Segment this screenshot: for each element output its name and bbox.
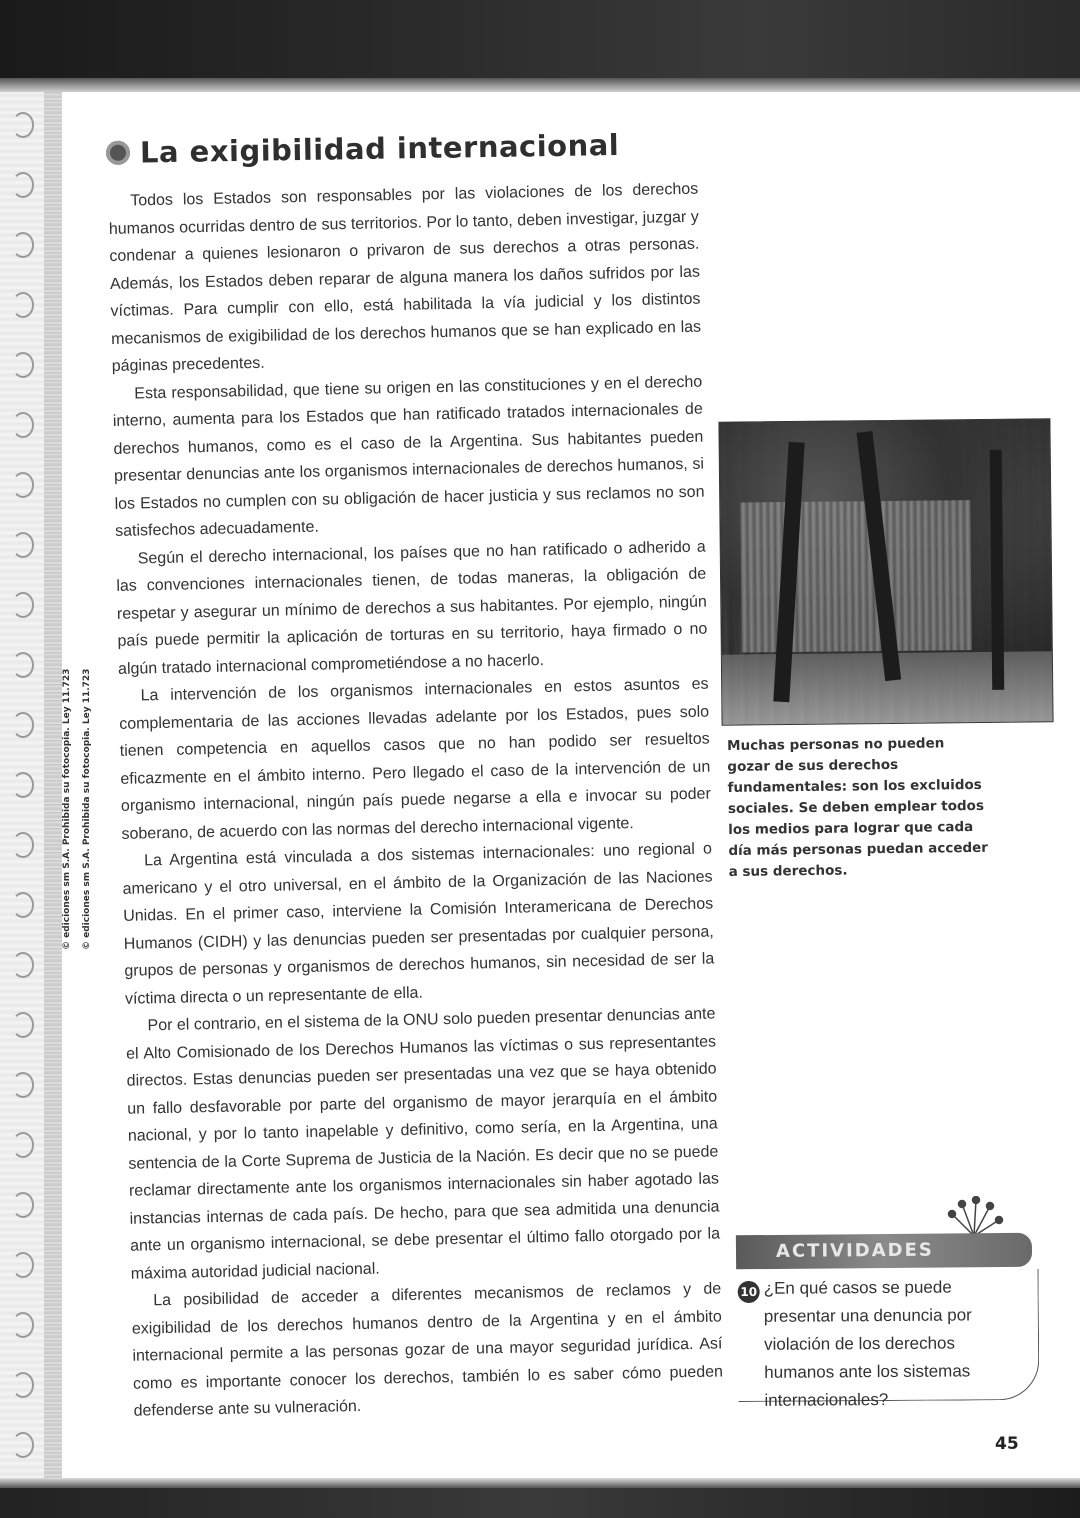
binding-ring	[12, 352, 34, 378]
binding-ring	[12, 292, 34, 318]
page-title: La exigibilidad internacional	[139, 127, 620, 170]
binding-ring	[12, 1192, 34, 1218]
binding-ring	[12, 832, 34, 858]
binding-ring	[12, 1432, 34, 1458]
paragraph: Según el derecho internacional, los países que no han ratificado o adherido a las convenciones internacionales tienen, de todas maneras, la obligación de respetar y asegurar un mínimo de derechos a sus habitantes. Por ejemplo, ningún país puede permitir la aplicación de torturas en su territorio, haya firmado o no algún tratado internacional comprometiéndose a no hacerlo.	[116, 538, 708, 678]
binding-ring	[12, 772, 34, 798]
binding-ring	[12, 532, 34, 558]
binding-ring	[12, 1312, 34, 1338]
binding-ring	[12, 652, 34, 678]
photo-house	[740, 500, 972, 652]
binding-ring	[12, 1012, 34, 1038]
photo-tree	[990, 450, 1005, 690]
binding-ring	[12, 1252, 34, 1278]
binding-ring	[12, 412, 34, 438]
binding-ring	[12, 952, 34, 978]
binding-ring	[12, 712, 34, 738]
bottom-scan-band	[0, 1478, 1080, 1518]
binding-ring	[12, 1072, 34, 1098]
binding-ring	[12, 172, 34, 198]
binding-ring	[12, 472, 34, 498]
activity-number: 10	[738, 1281, 760, 1303]
copyright-notice: © ediciones sm S.A. Prohibida su fotocopia. Ley 11.723	[82, 668, 92, 950]
photo-caption: Muchas personas no pueden gozar de sus derechos fundamentales: son los excluidos sociales. Se deben emplear todos los medios para lograr que cada día más personas puedan acceder a sus derechos.	[727, 735, 989, 880]
activity-box	[738, 1269, 1040, 1410]
copyright-notice: © ediciones sm S.A. Prohibida su fotocopia. Ley 11.723	[62, 668, 72, 950]
paragraph: Por el contrario, en el sistema de la ONU solo pueden presentar denuncias ante el Alto Comisionado de los Derechos Humanos las víctimas o sus representantes directos. Estas denuncias pueden ser presentadas una vez que se haya obtenido un fallo desfavorable por parte del organismo de mayor jerarquía en el ámbito nacional, y por lo tanto inapelable y definitivo, como sería, en la Argentina, una sentencia de la Corte Suprema de Justicia de la Nación. Es decir que no se puede reclamar directamente ante los organismos internacionales sin haber agotado las instancias internas de cada país. De hecho, para que sea admitida una denuncia ante un organismo internacional, se debe presentar el último fallo otorgado por la máxima autoridad judicial nacional.	[125, 1005, 721, 1283]
article-body	[108, 176, 724, 1426]
binding-ring	[12, 892, 34, 918]
top-scan-band	[0, 0, 1080, 92]
page-number: 45	[995, 1434, 1019, 1454]
paragraph: La posibilidad de acceder a diferentes mecanismos de reclamos y de exigibilidad de los derechos humanos dentro de la Argentina y en el ámbito internacional permite a las personas gozar de una mayor seguridad jurídica. Así como es importante conocer los derechos, también lo es saber cómo pueden defenderse ante su vulneración.	[131, 1280, 724, 1420]
binding-margin	[0, 92, 62, 1478]
activity-question: ¿En qué casos se puede presentar una denuncia por violación de los derechos humanos ante los sistemas internacionales?	[763, 1277, 972, 1410]
binding-ring	[12, 112, 34, 138]
activities-header-label: ACTIVIDADES	[775, 1239, 934, 1262]
binding-ring	[12, 592, 34, 618]
activities-header	[736, 1233, 1032, 1270]
binding-ring	[12, 1132, 34, 1158]
section-bullet-icon	[106, 141, 130, 165]
section-heading	[106, 128, 620, 170]
binding-ring	[12, 232, 34, 258]
paragraph: Todos los Estados son responsables por las violaciones de los derechos humanos ocurridas dentro de sus territorios. Por lo tanto, deben investigar, juzgar y condenar a quienes lesionaron o privaron de sus derechos a otras personas. Además, los Estados deben reparar de alguna manera los daños sufridos por las víctimas. Para cumplir con ello, está habilitada la vía judicial y los distintos mecanismos de exigibilidad de los derechos humanos que se han explicado en las páginas precedentes.	[108, 180, 702, 375]
paragraph: La intervención de los organismos internacionales en estos asuntos es complementaria de las acciones llevadas adelante por los Estados, pues solo tienen competencia en aquellos casos que no han podido ser resueltos eficazmente en el ámbito interno. Pero llegado el caso de la intervención de un organismo internacional, ningún país puede negarse a ella e invocar su poder soberano, de acuerdo con las normas del derecho internacional vigente.	[119, 675, 712, 843]
paragraph: Esta responsabilidad, que tiene su origen en las constituciones y en el derecho interno, aumenta para los Estados que han ratificado tratados internacionales de derechos humanos, como es el caso de la Argentina. Sus habitantes pueden presentar denuncias ante los organismos internacionales de derechos humanos, si los Estados no cumplen con su obligación de hacer justicia y sus reclamos no son satisfechos adecuadamente.	[112, 373, 705, 540]
paragraph: La Argentina está vinculada a dos sistemas internacionales: uno regional o americano y el otro universal, en el ámbito de la Organización de las Naciones Unidas. En el primer caso, interviene la Comisión Interamericana de Derechos Humanos (CIDH) y las denuncias pueden ser presentadas por cualquier persona, grupos de personas y organismos de derechos humanos, sin necesidad de ser la víctima directa o un representante de ella.	[122, 840, 715, 1008]
photo-shanty-houses	[718, 418, 1053, 725]
binding-ring	[12, 1372, 34, 1398]
